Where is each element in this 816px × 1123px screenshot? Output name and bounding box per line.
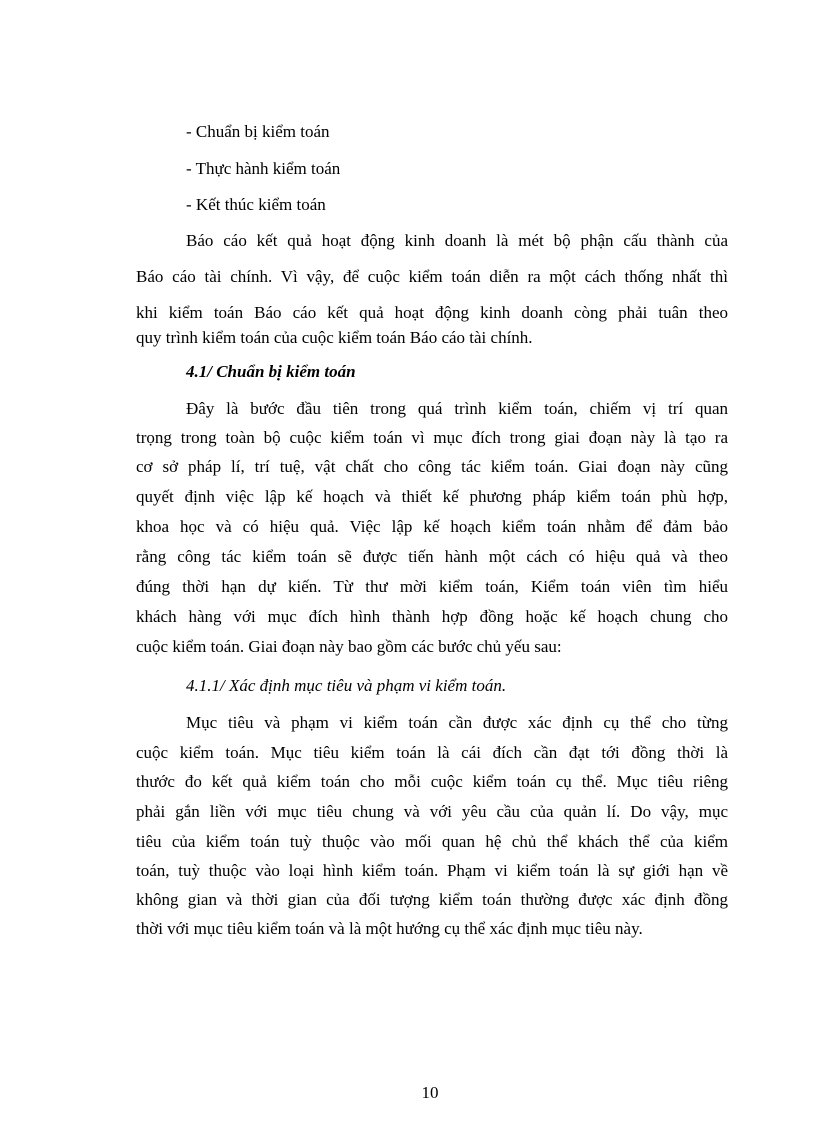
paragraph-line: Đây là bước đầu tiên trong quá trình kiểm toán, chiếm vị trí quan (186, 399, 728, 418)
paragraph-line: khi kiểm toán Báo cáo kết quả hoạt động kinh doanh còng phải tuân theo (136, 303, 728, 322)
page-number: 10 (421, 1083, 439, 1102)
list-item: - Kết thúc kiểm toán (186, 195, 326, 214)
paragraph-line: Báo cáo tài chính. Vì vậy, để cuộc kiểm toán diễn ra một cách thống nhất thì (136, 267, 728, 286)
paragraph-line: cuộc kiểm toán. Giai đoạn này bao gồm các bước chủ yếu sau: (136, 637, 562, 656)
paragraph-line: Báo cáo kết quả hoạt động kinh doanh là mét bộ phận cấu thành của (186, 231, 728, 250)
paragraph-line: quy trình kiểm toán của cuộc kiểm toán Báo cáo tài chính. (136, 328, 533, 347)
paragraph-line: không gian và thời gian của đối tượng kiểm toán thường được xác định đồng (136, 890, 728, 909)
paragraph-line: đúng thời hạn dự kiến. Từ thư mời kiểm toán, Kiểm toán viên tìm hiểu (136, 577, 728, 596)
paragraph-line: phải gắn liền với mục tiêu chung và với yêu cầu của quản lí. Do vậy, mục (136, 802, 728, 821)
paragraph-line: thời với mục tiêu kiểm toán và là một hướng cụ thể xác định mục tiêu này. (136, 919, 643, 938)
paragraph-line: khách hàng với mục đích hình thành hợp đồng hoặc kế hoạch chung cho (136, 607, 728, 626)
paragraph-line: khoa học và có hiệu quả. Việc lập kế hoạch kiểm toán nhằm để đảm bảo (136, 517, 728, 536)
list-item: - Thực hành kiểm toán (186, 159, 341, 178)
paragraph-line: cơ sở pháp lí, trí tuệ, vật chất cho công tác kiểm toán. Giai đoạn này cũng (136, 457, 728, 476)
paragraph-line: toán, tuỳ thuộc vào loại hình kiểm toán. Phạm vi kiểm toán là sự giới hạn về (136, 861, 728, 880)
paragraph-line: cuộc kiểm toán. Mục tiêu kiểm toán là cái đích cần đạt tới đồng thời là (136, 743, 728, 762)
paragraph-line: rằng công tác kiểm toán sẽ được tiến hành một cách có hiệu quả và theo (136, 547, 728, 566)
section-heading: 4.1/ Chuẩn bị kiểm toán (186, 362, 356, 381)
paragraph-line: trọng trong toàn bộ cuộc kiểm toán vì mục đích trong giai đoạn này là tạo ra (136, 428, 728, 447)
paragraph-line: thước đo kết quả kiểm toán cho mỗi cuộc kiểm toán cụ thể. Mục tiêu riêng (136, 772, 728, 791)
subsection-heading: 4.1.1/ Xác định mục tiêu và phạm vi kiểm toán. (186, 676, 507, 695)
paragraph-line: Mục tiêu và phạm vi kiểm toán cần được xác định cụ thể cho từng (186, 713, 728, 732)
list-item: - Chuẩn bị kiểm toán (186, 122, 330, 141)
paragraph-line: tiêu của kiểm toán tuỳ thuộc vào mối quan hệ chủ thể khách thể của kiểm (136, 832, 728, 851)
paragraph-line: quyết định việc lập kế hoạch và thiết kế phương pháp kiểm toán phù hợp, (136, 487, 728, 506)
